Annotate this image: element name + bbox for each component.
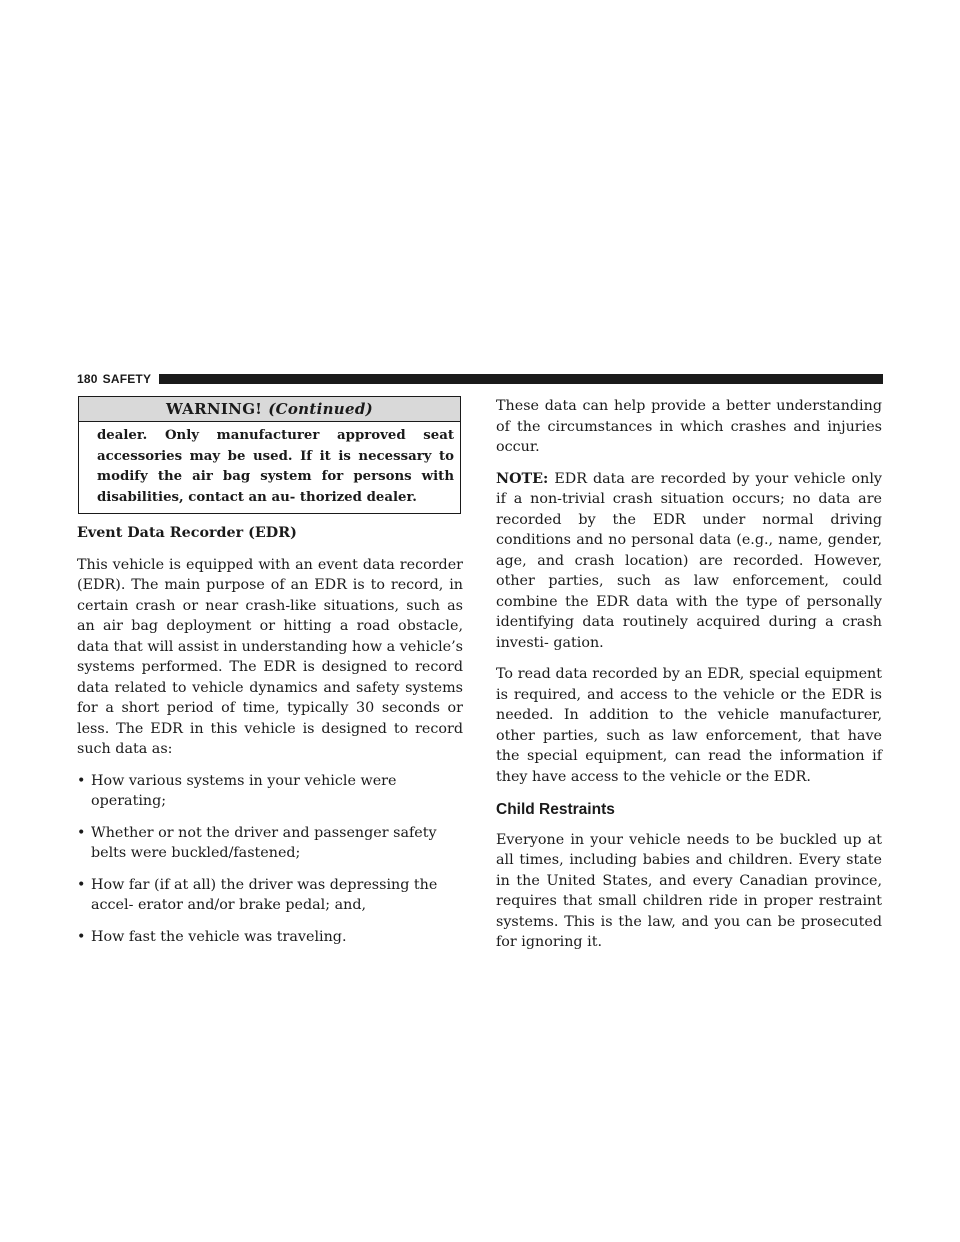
warning-title: WARNING! — [165, 400, 263, 418]
note-text: EDR data are recorded by your vehicle only if a non-trivial crash situation occurs; no data are recorded by the EDR under normal driving conditions and no personal data (e.g., name, gender, age, and crash location) are recorded. However, other parties, such as law enforcement, could combine the EDR data with the type of personally identifying data routinely acquired during a crash investi- gation. — [496, 470, 883, 651]
list-item-text: How far (if at all) the driver was depressing the accel- erator and/or brake pedal; and, — [91, 876, 438, 913]
note-label: NOTE: — [496, 470, 549, 487]
list-item — [77, 771, 463, 812]
right-column — [496, 396, 882, 964]
list-item-text: Whether or not the driver and passenger safety belts were buckled/fastened; — [91, 824, 437, 861]
edr-bullet-list — [77, 771, 463, 948]
bullet-icon: • — [77, 824, 86, 841]
header-rule — [159, 374, 883, 384]
warning-text: dealer. Only manufacturer approved seat accessories may be used. If it is necessary to modify the air bag system for persons with disabilities, contact an au- thorized dealer. — [97, 428, 454, 505]
child-restraints-heading: Child Restraints — [496, 801, 615, 818]
list-item-text: How various systems in your vehicle were operating; — [91, 772, 397, 809]
warning-header — [79, 397, 460, 422]
warning-box — [78, 396, 461, 514]
page-number: 180 — [77, 372, 98, 386]
section-name: SAFETY — [102, 372, 152, 386]
list-item — [77, 927, 463, 948]
child-restraints-text: Everyone in your vehicle needs to be buckled up at all times, including babies and children. Every state in the United States, and every Canadian province, requires that small children ride in proper restraint systems. This is the law, and you can be prosecuted for ignoring it. — [496, 831, 882, 950]
page-header — [77, 371, 883, 387]
edr-note — [496, 469, 882, 654]
edr-intro: This vehicle is equipped with an event data recorder (EDR). The main purpose of an EDR is to record, in certain crash or near crash-like situations, such as an air bag deployment or hitting a road obstacle, data that will assist in understanding how a vehicle’s systems performed. The EDR is designed to record data related to vehicle dynamics and safety systems for a short period of time, typically 30 seconds or less. The EDR in this vehicle is designed to record such data as: — [77, 556, 463, 757]
left-column — [77, 396, 463, 958]
list-item — [77, 823, 463, 864]
list-item — [77, 875, 463, 916]
bullet-icon: • — [77, 928, 86, 945]
bullet-icon: • — [77, 876, 86, 893]
list-item-text: How fast the vehicle was traveling. — [91, 928, 347, 945]
edr-heading: Event Data Recorder (EDR) — [77, 525, 297, 541]
edr-data-help: These data can help provide a better understanding of the circumstances in which crashes and injuries occur. — [496, 398, 882, 455]
bullet-icon: • — [77, 772, 86, 789]
page-label — [77, 372, 151, 386]
edr-read-data: To read data recorded by an EDR, special equipment is required, and access to the vehicle or the EDR is needed. In addition to the vehicle manufacturer, other parties, such as law enforcement, that have the special equipment, can read the information if they have access to the vehicle or the EDR. — [496, 666, 882, 785]
warning-continued: (Continued) — [268, 400, 374, 418]
